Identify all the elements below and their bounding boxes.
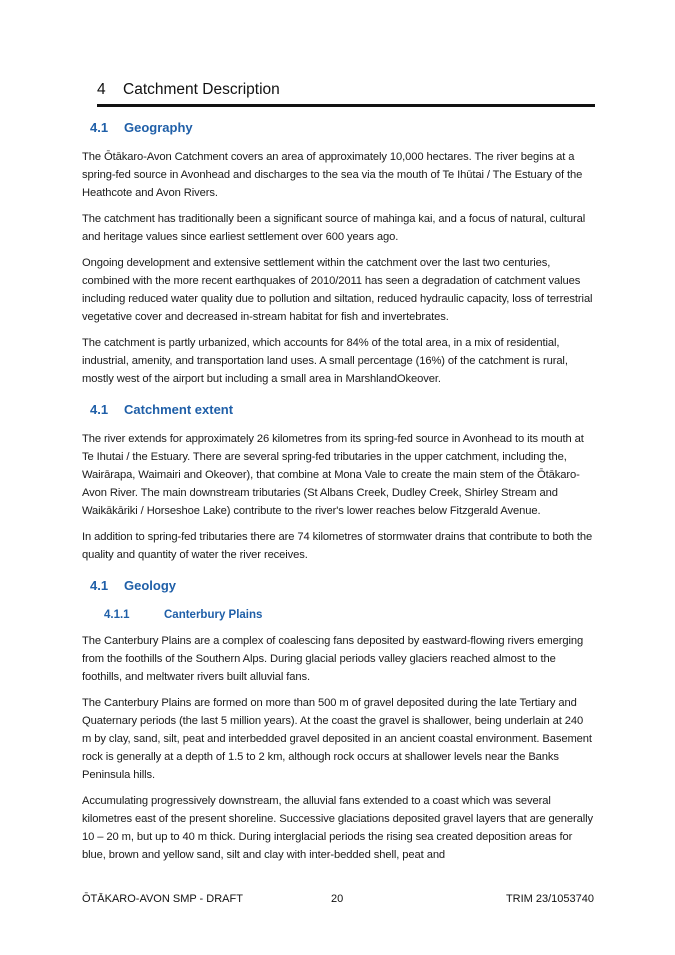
section-number: 4.1	[90, 578, 109, 593]
section-number: 4.1	[90, 402, 109, 417]
chapter-number: 4	[97, 81, 106, 98]
section-heading-catchment-extent	[90, 400, 594, 420]
section-heading-geography	[90, 118, 594, 138]
section-title: Geography	[124, 120, 193, 135]
paragraph: The Canterbury Plains are formed on more than 500 m of gravel deposited during the late Tertiary and Quaternary periods (the last 5 million years). At the coast the gravel is shallower, being underlain at 240 m by clay, sand, silt, peat and interbedded gravel deposited in an ancient coastal environment. Basement rock is generally at a depth of 1.5 to 2 km, although rock occurs at shallower levels near the Banks Peninsula hills.	[82, 697, 592, 781]
subsection-heading-canterbury-plains	[104, 606, 594, 624]
paragraph: The catchment has traditionally been a significant source of mahinga kai, and a focus of natural, cultural and heritage values since earliest settlement over 600 years ago.	[82, 213, 586, 243]
footer-document-title: ŌTĀKARO-AVON SMP - DRAFT	[82, 893, 243, 905]
chapter-heading	[97, 81, 595, 99]
chapter-rule	[97, 104, 595, 107]
footer-page-number: 20	[331, 893, 344, 905]
paragraph: The catchment is partly urbanized, which accounts for 84% of the total area, in a mix of residential, industrial, amenity, and transportation land uses. A small percentage (16%) of the catchment is rural, mostly west of the airport but including a small area in MarshlandOkeover.	[82, 337, 568, 385]
section-title: Catchment extent	[124, 402, 234, 417]
subsection-number: 4.1.1	[104, 609, 130, 621]
paragraph: In addition to spring-fed tributaries there are 74 kilometres of stormwater drains that contribute to both the quality and quantity of water the river receives.	[82, 531, 593, 561]
section-heading-geology	[90, 576, 594, 596]
page-content	[82, 118, 594, 872]
paragraph: The river extends for approximately 26 kilometres from its spring-fed source in Avonhead to its mouth at Te Ihutai / the Estuary. There are several spring-fed tributaries in the upper catchment, including the, Wairārapa, Waimairi and Okeover), that combine at Mona Vale to create the main stem of the Ōtākaro-Avon River. The main downstream tributaries (St Albans Creek, Dudley Creek, Shirley Stream and Waikākāriki / Horseshoe Lake) contribute to the river's lower reaches below Fitzgerald Avenue.	[82, 433, 584, 517]
paragraph: Ongoing development and extensive settlement within the catchment over the last two centuries, combined with the more recent earthquakes of 2010/2011 has seen a degradation of catchment values including reduced water quality due to pollution and siltation, reduced hydraulic capacity, loss of terrestrial vegetative cover and decreased in-stream habitat for fish and invertebrates.	[82, 257, 593, 323]
paragraph: The Canterbury Plains are a complex of coalescing fans deposited by eastward-flowing rivers emerging from the foothills of the Southern Alps. During glacial periods valley glaciers reached almost to the foothills, and meltwater rivers built alluvial fans.	[82, 635, 584, 683]
paragraph: The Ōtākaro-Avon Catchment covers an area of approximately 10,000 hectares. The river begins at a spring-fed source in Avonhead and discharges to the sea via the mouth of Te Ihūtai / The Estuary of the Heathcote and Avon Rivers.	[82, 151, 583, 199]
chapter-title: Catchment Description	[123, 81, 280, 98]
section-title: Geology	[124, 578, 177, 593]
footer-trim-reference: TRIM 23/1053740	[505, 893, 594, 905]
paragraph: Accumulating progressively downstream, the alluvial fans extended to a coast which was several kilometres east of the present shoreline. Successive glaciations deposited gravel layers that are generally 10 – 20 m, but up to 40 m thick. During interglacial periods the rising sea created deposition areas for blue, brown and yellow sand, silt and clay with inter-bedded shell, peat and	[82, 795, 594, 861]
section-number: 4.1	[90, 120, 109, 135]
subsection-title: Canterbury Plains	[164, 609, 263, 621]
